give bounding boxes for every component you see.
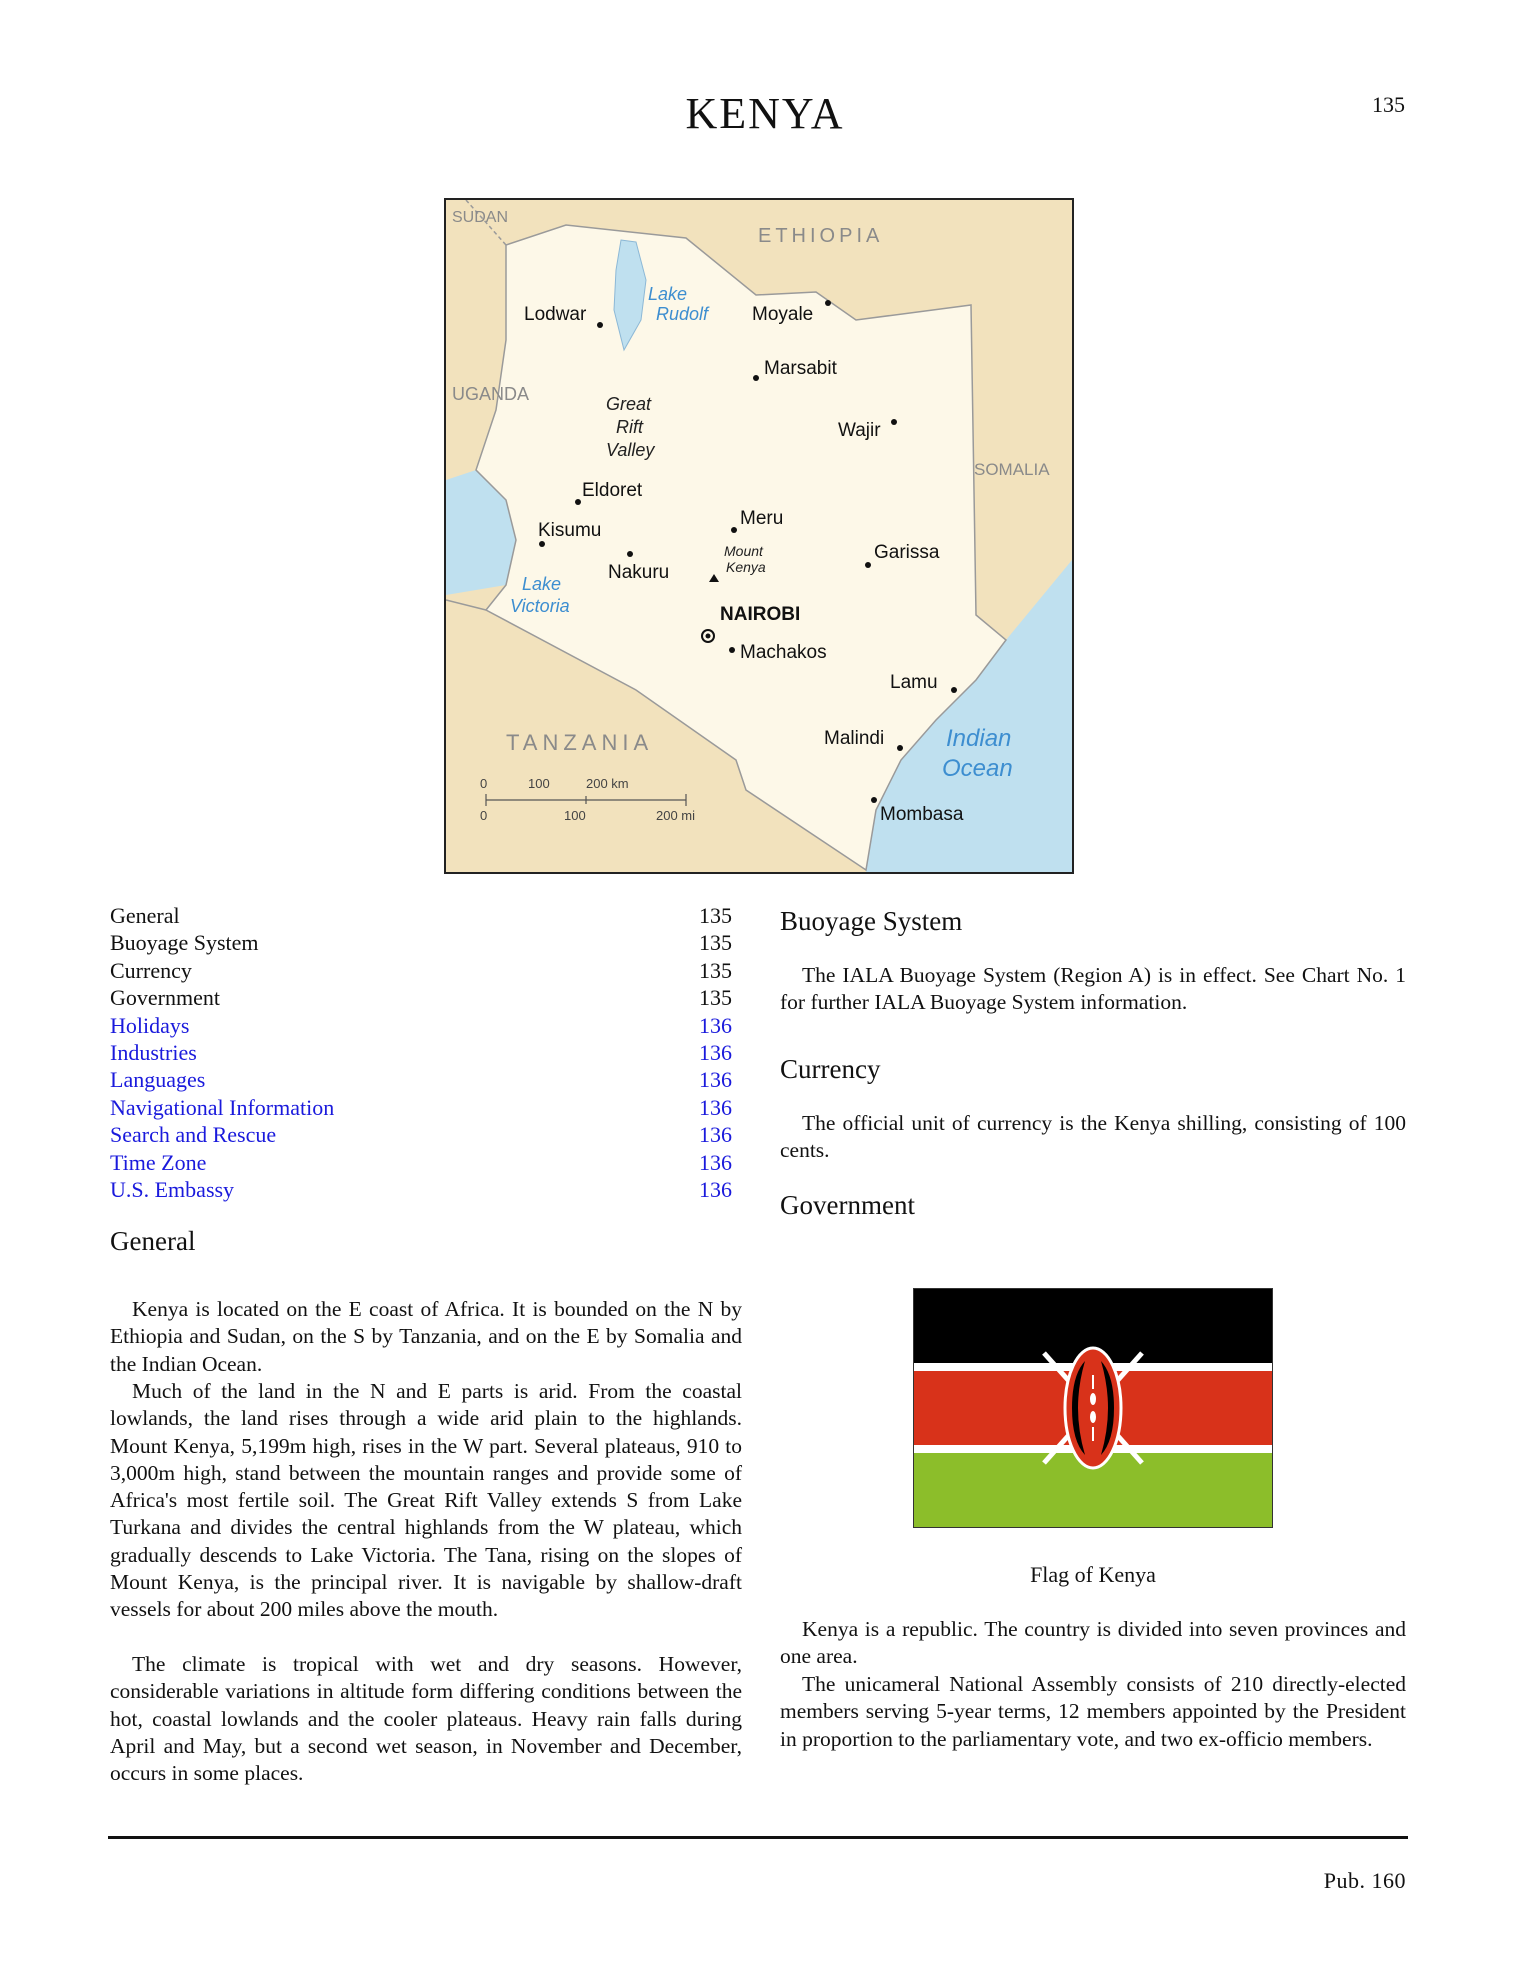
page-title: KENYA <box>685 89 845 138</box>
toc-page: 135 <box>699 903 732 928</box>
toc-link-navigational-information[interactable] <box>110 1094 732 1121</box>
map-city-machakos: Machakos <box>740 642 827 663</box>
map-label-mount-kenya-2: Kenya <box>726 559 766 575</box>
map-label-tanzania: TANZANIA <box>506 730 654 755</box>
map-label-uganda: UGANDA <box>452 384 530 404</box>
map-scale-100mi: 100 <box>564 808 586 823</box>
government-paragraph-2: The unicameral National Assembly consists of 210 directly-elected members serving 5-year terms, 12 members appointed by the President in proportion to the parliamentary vote, and two ex-officio members. <box>780 1672 1406 1751</box>
general-heading: General <box>110 1226 196 1256</box>
toc-link-languages[interactable] <box>110 1066 732 1093</box>
toc-label: Industries <box>110 1040 197 1066</box>
kenya-flag-image <box>913 1288 1273 1528</box>
toc-link-search-and-rescue[interactable] <box>110 1121 732 1148</box>
map-scale-200mi: 200 mi <box>656 808 696 823</box>
map-city-lodwar: Lodwar <box>524 304 587 325</box>
toc-item-general[interactable] <box>110 902 732 929</box>
general-paragraph-2: Much of the land in the N and E parts is arid. From the coastal lowlands, the land rises through a wide arid plain to the highlands. Mount Kenya, 5,199m high, rises in the W part. Several plateaus, 910 to 3,000m high, stand between the mountain ranges and provide some of Africa's most fertile soil. The Great Rift Valley extends S from Lake Turkana and divides the central highlands from the W plateau, which gradually descends to Lake Victoria. The Tana, rising on the slopes of Mount Kenya, is the principal river. It is navigable by shallow-draft vessels for about 200 miles above the mouth. <box>110 1379 742 1622</box>
toc-label: Navigational Information <box>110 1094 335 1120</box>
toc-page: 135 <box>699 957 732 983</box>
toc-label: Currency <box>110 957 192 983</box>
map-city-malindi: Malindi <box>824 728 885 749</box>
toc-page: 135 <box>699 930 732 956</box>
kenya-map <box>444 198 1074 874</box>
map-city-meru: Meru <box>740 508 784 529</box>
toc-label: Languages <box>110 1067 206 1093</box>
toc-item-government[interactable] <box>110 984 732 1011</box>
toc-item-currency[interactable] <box>110 957 732 984</box>
publication-footer: Pub. 160 <box>1323 1868 1406 1893</box>
map-city-kisumu: Kisumu <box>538 520 602 541</box>
toc-label: General <box>110 903 180 928</box>
buoyage-heading: Buoyage System <box>780 906 963 936</box>
map-label-mount-kenya: Mount <box>724 543 763 559</box>
map-label-indian-ocean: Indian <box>946 725 1012 752</box>
map-label-indian-ocean-2: Ocean <box>942 755 1013 782</box>
map-scale-0km: 0 <box>480 776 488 791</box>
currency-paragraph: The official unit of currency is the Kenya shilling, consisting of 100 cents. <box>780 1111 1406 1163</box>
map-scale-100km: 100 <box>528 776 550 791</box>
map-city-wajir: Wajir <box>838 420 881 441</box>
footer-rule <box>108 1836 1408 1839</box>
page-number: 135 <box>1372 92 1405 117</box>
map-scale-200km: 200 km <box>586 776 629 791</box>
toc-label: Holidays <box>110 1012 190 1038</box>
map-city-garissa: Garissa <box>874 542 940 563</box>
map-label-somalia: SOMALIA <box>974 460 1050 479</box>
map-city-eldoret: Eldoret <box>582 480 643 501</box>
toc-label: Search and Rescue <box>110 1122 277 1148</box>
toc-page: 136 <box>699 1094 732 1120</box>
table-of-contents <box>110 902 732 1203</box>
map-city-lamu: Lamu <box>890 672 938 693</box>
toc-link-us-embassy[interactable] <box>110 1176 732 1203</box>
toc-label: Buoyage System <box>110 930 259 956</box>
toc-link-holidays[interactable] <box>110 1012 732 1039</box>
toc-link-industries[interactable] <box>110 1039 732 1066</box>
map-label-rift-1: Great <box>606 394 652 414</box>
toc-page: 136 <box>699 1067 732 1093</box>
map-scale-0mi: 0 <box>480 808 488 823</box>
map-city-mombasa: Mombasa <box>880 804 964 825</box>
government-paragraph-1: Kenya is a republic. The country is divided into seven provinces and one area. <box>780 1617 1406 1669</box>
toc-page: 136 <box>699 1040 732 1066</box>
map-label-lake-rudolf-2: Rudolf <box>656 304 709 324</box>
toc-page: 136 <box>699 1149 732 1175</box>
map-label-lake-rudolf: Lake <box>648 284 688 304</box>
map-label-lake-victoria-2: Victoria <box>510 596 570 616</box>
toc-page: 135 <box>699 985 732 1011</box>
toc-label: U.S. Embassy <box>110 1177 235 1203</box>
map-label-rift-3: Valley <box>606 440 655 460</box>
general-paragraph-3: The climate is tropical with wet and dry seasons. However, considerable variations in altitude form differing conditions between the hot, coastal lowlands and the cooler plateaus. Heavy rain falls during April and May, but a second wet season, in November and December, occurs in some places. <box>110 1652 742 1786</box>
toc-page: 136 <box>699 1012 732 1038</box>
flag-caption: Flag of Kenya <box>1030 1562 1156 1587</box>
map-city-nairobi: NAIROBI <box>720 604 801 625</box>
map-label-lake-victoria: Lake <box>522 574 562 594</box>
toc-label: Time Zone <box>110 1149 207 1175</box>
toc-page: 136 <box>699 1177 732 1203</box>
map-city-nakuru: Nakuru <box>608 562 670 583</box>
toc-item-buoyage[interactable] <box>110 929 732 956</box>
map-city-moyale: Moyale <box>752 304 814 325</box>
buoyage-paragraph: The IALA Buoyage System (Region A) is in effect. See Chart No. 1 for further IALA Buoyage System information. <box>780 963 1406 1015</box>
toc-page: 136 <box>699 1122 732 1148</box>
government-heading: Government <box>780 1190 915 1220</box>
map-label-rift-2: Rift <box>616 417 643 437</box>
toc-link-time-zone[interactable] <box>110 1149 732 1176</box>
map-label-sudan: SUDAN <box>452 209 509 226</box>
map-label-ethiopia: ETHIOPIA <box>758 225 884 247</box>
toc-label: Government <box>110 985 220 1011</box>
currency-heading: Currency <box>780 1054 881 1084</box>
general-paragraph-1: Kenya is located on the E coast of Africa. It is bounded on the N by Ethiopia and Sudan, on the S by Tanzania, and on the E by Somalia and the Indian Ocean. <box>110 1297 742 1376</box>
map-city-marsabit: Marsabit <box>764 358 837 379</box>
